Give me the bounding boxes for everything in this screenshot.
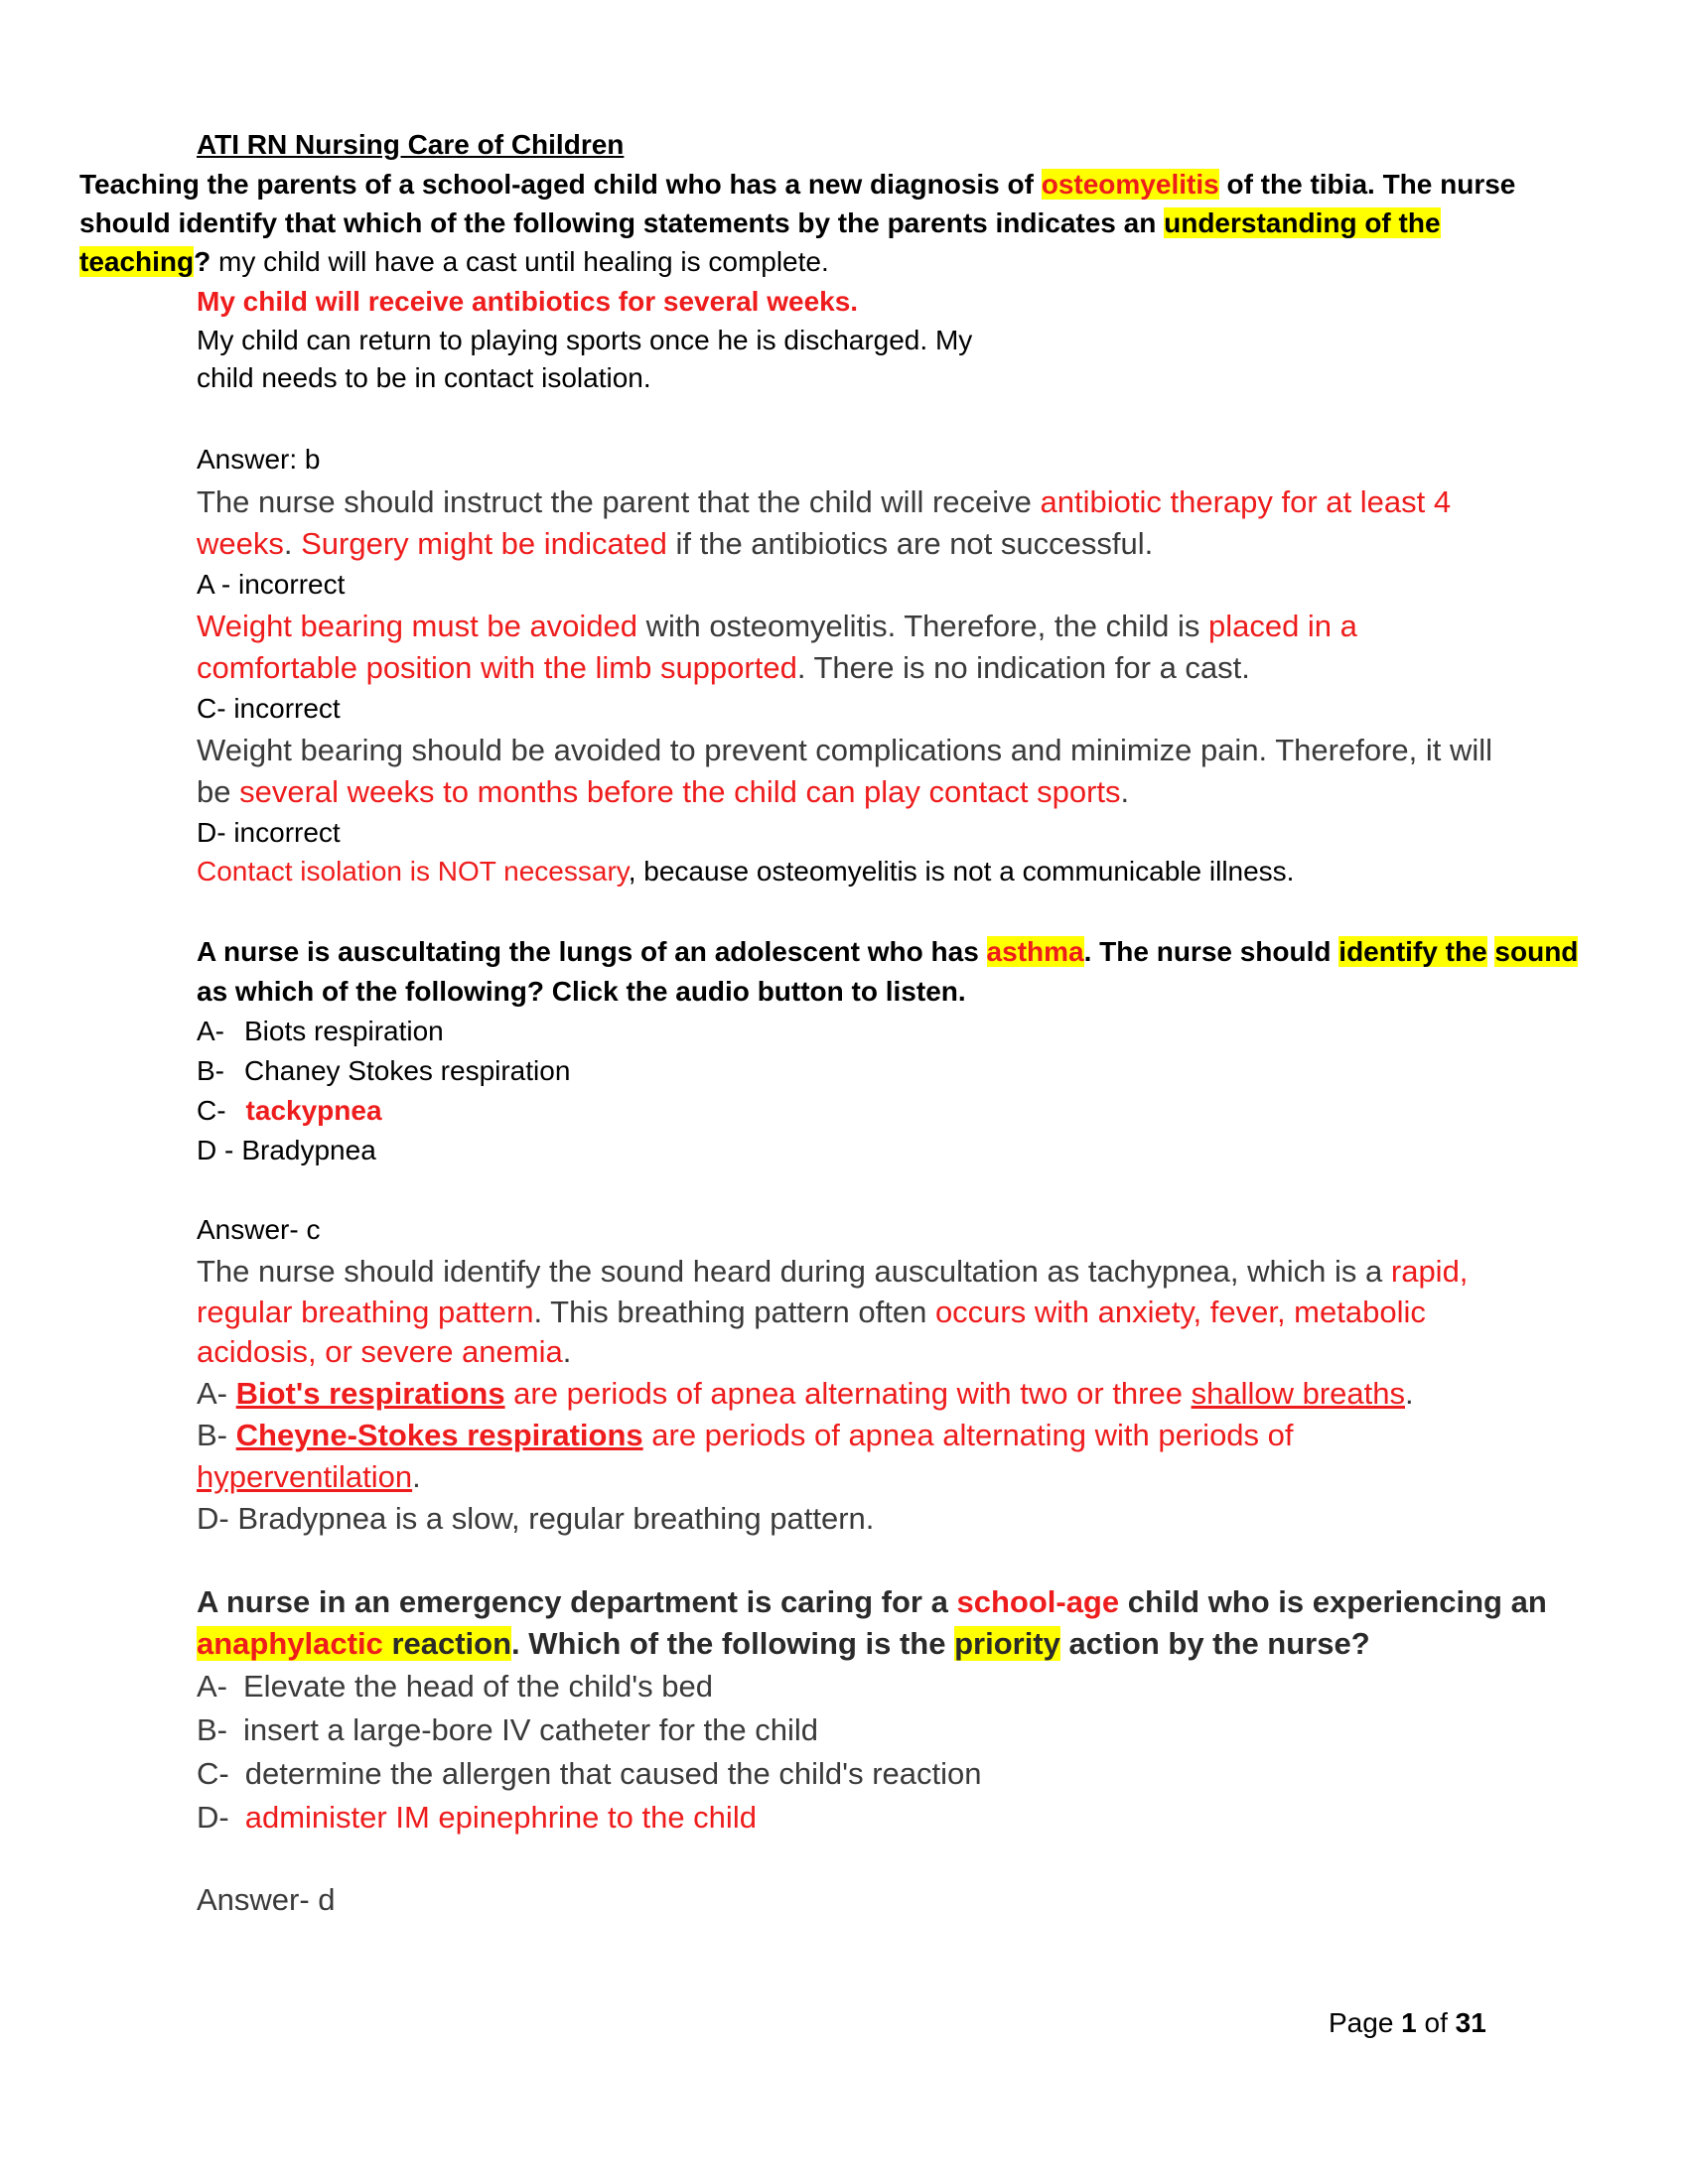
text-run: . There is no indication for a cast. xyxy=(796,650,1250,685)
text-run: Teaching the parents of a school-aged child who has a new diagnosis of xyxy=(79,169,1042,200)
text-run: . xyxy=(1120,774,1130,809)
red-text: rapid, xyxy=(1390,1254,1469,1289)
q1-d-rationale xyxy=(197,856,1294,887)
option-a-text: my child will have a cast until healing is complete. xyxy=(211,246,829,277)
red-text: placed in a xyxy=(1207,609,1357,643)
q2-rationale-line-2 xyxy=(197,1295,1426,1330)
red-term: shallow breaths xyxy=(1191,1376,1405,1411)
option-letter: C- xyxy=(197,1095,226,1126)
total-pages: 31 xyxy=(1455,2007,1486,2038)
q2-d-rationale: D- Bradypnea is a slow, regular breathing pattern. xyxy=(197,1501,875,1536)
document-title: ATI RN Nursing Care of Children xyxy=(197,129,625,160)
q1-stem-line-3 xyxy=(79,246,829,278)
option-text: Biots respiration xyxy=(244,1016,444,1046)
red-text: weeks xyxy=(197,526,284,561)
option-letter: A- xyxy=(197,1669,227,1704)
q3-option-c xyxy=(197,1756,981,1792)
highlight-term: asthma xyxy=(986,936,1084,967)
red-text: Weight bearing must be avoided xyxy=(197,609,638,643)
text-run: The nurse should instruct the parent that the child will receive xyxy=(197,484,1041,519)
q1-c-label: C- incorrect xyxy=(197,693,341,724)
q2-option-a xyxy=(197,1016,444,1047)
highlight-term: understanding of the xyxy=(1164,207,1441,238)
text-run: child who is experiencing an xyxy=(1119,1584,1547,1619)
option-letter: C- xyxy=(197,1756,229,1791)
text-run: A nurse is auscultating the lungs of an adolescent who has xyxy=(197,936,987,967)
highlight-term: sound xyxy=(1494,936,1579,967)
red-term: hyperventilation xyxy=(197,1459,413,1494)
q3-option-b xyxy=(197,1712,818,1748)
option-text: tackypnea xyxy=(245,1095,382,1126)
text-run: action by the nurse? xyxy=(1059,1626,1370,1661)
option-text: Elevate the head of the child's bed xyxy=(243,1669,713,1704)
q2-option-d xyxy=(197,1135,376,1166)
highlight-term: teaching xyxy=(79,246,195,277)
text-run: , because osteomyelitis is not a communicable illness. xyxy=(628,856,1295,887)
q1-c-rationale-line-2 xyxy=(197,774,1129,810)
q1-option-d: child needs to be in contact isolation. xyxy=(197,362,651,393)
text-run: A- xyxy=(197,1376,236,1411)
q1-a-rationale-line-2 xyxy=(197,650,1250,686)
q2-option-c xyxy=(197,1095,382,1127)
highlight-term: reaction xyxy=(391,1626,512,1661)
q3-stem-line-2 xyxy=(197,1626,1370,1662)
q2-answer: Answer- c xyxy=(197,1214,321,1245)
red-text: several weeks to months before the child can play contact sports xyxy=(239,774,1121,809)
text-run: of xyxy=(1416,2007,1456,2038)
q1-stem-line-2 xyxy=(79,207,1441,239)
option-text: determine the allergen that caused the child's reaction xyxy=(244,1756,982,1791)
red-text: are periods of apnea alternating with two or three xyxy=(504,1376,1192,1411)
red-text: regular breathing pattern xyxy=(197,1295,534,1329)
option-text: Bradypnea xyxy=(241,1135,376,1165)
red-text: Surgery might be indicated xyxy=(301,526,667,561)
q2-rationale-line-3 xyxy=(197,1334,571,1370)
text-run: . xyxy=(562,1334,572,1369)
q2-option-b xyxy=(197,1055,570,1087)
text-run: . The nurse should xyxy=(1083,936,1339,967)
text-run: if the antibiotics are not successful. xyxy=(666,526,1154,561)
text-run: A nurse in an emergency department is caring for a xyxy=(197,1584,957,1619)
q1-rationale-line-2 xyxy=(197,526,1153,562)
q2-stem-line-1 xyxy=(197,936,1578,968)
text-run: . xyxy=(412,1459,421,1494)
text-run: . This breathing pattern often xyxy=(533,1295,935,1329)
text-run: B- xyxy=(197,1418,236,1452)
option-text: administer IM epinephrine to the child xyxy=(244,1800,757,1835)
q1-option-c: My child can return to playing sports once he is discharged. My xyxy=(197,325,973,355)
option-letter: B- xyxy=(197,1712,227,1747)
option-letter: D- xyxy=(197,1800,229,1835)
q3-stem-line-1 xyxy=(197,1584,1547,1620)
red-text: comfortable position with the limb supported xyxy=(197,650,797,685)
red-text: are periods of apnea alternating with periods of xyxy=(642,1418,1294,1452)
q3-answer: Answer- d xyxy=(197,1882,336,1917)
q1-a-label: A - incorrect xyxy=(197,569,346,600)
highlight-term: osteomyelitis xyxy=(1041,169,1219,200)
q2-stem-line-2: as which of the following? Click the audio button to listen. xyxy=(197,976,966,1007)
q2-b-rationale-line-1 xyxy=(197,1418,1294,1453)
q1-rationale-line-1 xyxy=(197,484,1451,520)
text-run: . xyxy=(1405,1376,1414,1411)
q2-rationale-line-1 xyxy=(197,1254,1468,1290)
q3-option-d xyxy=(197,1800,757,1836)
red-term: Biot's respirations xyxy=(235,1376,505,1411)
current-page: 1 xyxy=(1401,2007,1417,2038)
text-run: of the tibia. The nurse xyxy=(1218,169,1516,200)
highlight-term: priority xyxy=(954,1626,1060,1661)
page-number xyxy=(1329,2007,1486,2039)
option-text: Chaney Stokes respiration xyxy=(244,1055,571,1086)
q1-stem-line-1 xyxy=(79,169,1515,201)
q1-option-b: My child will receive antibiotics for several weeks. xyxy=(197,286,859,317)
highlight-term: anaphylactic xyxy=(197,1626,383,1661)
q2-a-rationale xyxy=(197,1376,1414,1412)
text-run: should identify that which of the following statements by the parents indicates an xyxy=(79,207,1165,238)
text-run: Page xyxy=(1329,2007,1402,2038)
text-run: The nurse should identify the sound heard during auscultation as tachypnea, which is a xyxy=(197,1254,1391,1289)
red-text: occurs with anxiety, fever, metabolic xyxy=(934,1295,1426,1329)
red-term: Cheyne-Stokes respirations xyxy=(235,1418,643,1452)
text-run: with osteomyelitis. Therefore, the child is xyxy=(637,609,1208,643)
text-run: . xyxy=(283,526,302,561)
red-text: antibiotic therapy for at least 4 xyxy=(1040,484,1452,519)
text-run: . Which of the following is the xyxy=(511,1626,955,1661)
red-text: acidosis, or severe anemia xyxy=(197,1334,563,1369)
red-text: school-age xyxy=(956,1584,1120,1619)
option-letter: D - xyxy=(197,1135,234,1165)
q2-b-rationale-line-2 xyxy=(197,1459,421,1495)
red-text: Contact isolation is NOT necessary xyxy=(197,856,629,887)
text-run: be xyxy=(197,774,240,809)
text-run: ? xyxy=(194,246,211,277)
option-text: insert a large-bore IV catheter for the child xyxy=(243,1712,818,1747)
q1-c-rationale-line-1: Weight bearing should be avoided to prevent complications and minimize pain. Therefore, it will xyxy=(197,733,1493,767)
q3-option-a xyxy=(197,1669,713,1705)
q1-a-rationale-line-1 xyxy=(197,609,1357,644)
q1-d-label: D- incorrect xyxy=(197,817,341,848)
option-letter: B- xyxy=(197,1055,224,1086)
q1-answer: Answer: b xyxy=(197,444,321,475)
highlight-term: identify the xyxy=(1338,936,1487,967)
option-letter: A- xyxy=(197,1016,224,1046)
